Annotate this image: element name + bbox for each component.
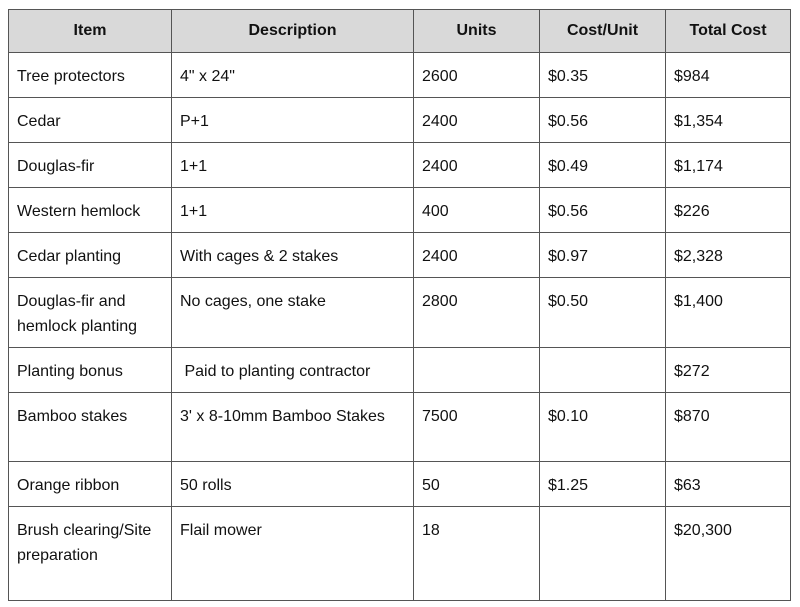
- cell-description: With cages & 2 stakes: [172, 233, 414, 278]
- cell-cost-unit: $0.50: [540, 278, 666, 348]
- cell-units: 2800: [414, 278, 540, 348]
- table-row: [9, 53, 791, 98]
- cell-item: Douglas-fir and hemlock planting: [9, 278, 172, 348]
- cell-units: 400: [414, 188, 540, 233]
- cell-description: P+1: [172, 98, 414, 143]
- table-row: [9, 188, 791, 233]
- cell-cost-unit: $0.10: [540, 393, 666, 462]
- cell-item: Tree protectors: [9, 53, 172, 98]
- cell-item: Orange ribbon: [9, 462, 172, 507]
- table-row: [9, 393, 791, 462]
- cell-cost-unit: [540, 348, 666, 393]
- cell-total: $63: [666, 462, 791, 507]
- cell-description: 50 rolls: [172, 462, 414, 507]
- cell-description: Flail mower: [172, 507, 414, 601]
- cell-units: 2600: [414, 53, 540, 98]
- table-row: [9, 462, 791, 507]
- cell-units: [414, 348, 540, 393]
- cell-total: $1,354: [666, 98, 791, 143]
- cell-description: Paid to planting contractor: [172, 348, 414, 393]
- header-total-cost: Total Cost: [666, 10, 791, 53]
- header-item: Item: [9, 10, 172, 53]
- cell-units: 50: [414, 462, 540, 507]
- cell-units: 18: [414, 507, 540, 601]
- cell-units: 7500: [414, 393, 540, 462]
- cell-total: $20,300: [666, 507, 791, 601]
- cell-total: $226: [666, 188, 791, 233]
- table-row: [9, 348, 791, 393]
- cell-units: 2400: [414, 98, 540, 143]
- cell-units: 2400: [414, 143, 540, 188]
- cell-cost-unit: $0.49: [540, 143, 666, 188]
- cell-total: $272: [666, 348, 791, 393]
- table-row: [9, 98, 791, 143]
- cell-cost-unit: $0.56: [540, 98, 666, 143]
- table-header-row: [9, 10, 791, 53]
- table-row: [9, 507, 791, 601]
- cell-description: 4" x 24": [172, 53, 414, 98]
- cell-total: $1,400: [666, 278, 791, 348]
- cell-total: $2,328: [666, 233, 791, 278]
- cell-cost-unit: $0.56: [540, 188, 666, 233]
- cell-description: 3' x 8-10mm Bamboo Stakes: [172, 393, 414, 462]
- table-row: [9, 278, 791, 348]
- header-cost-unit: Cost/Unit: [540, 10, 666, 53]
- cell-description: No cages, one stake: [172, 278, 414, 348]
- cell-item: Douglas-fir: [9, 143, 172, 188]
- cell-item: Brush clearing/Site preparation: [9, 507, 172, 601]
- cell-item: Cedar: [9, 98, 172, 143]
- cell-description: 1+1: [172, 188, 414, 233]
- cell-cost-unit: $0.35: [540, 53, 666, 98]
- cell-item: Bamboo stakes: [9, 393, 172, 462]
- cell-item: Cedar planting: [9, 233, 172, 278]
- cell-total: $1,174: [666, 143, 791, 188]
- cost-table: [8, 9, 791, 601]
- table-row: [9, 143, 791, 188]
- header-units: Units: [414, 10, 540, 53]
- cell-item: Planting bonus: [9, 348, 172, 393]
- cell-total: $870: [666, 393, 791, 462]
- cell-cost-unit: [540, 507, 666, 601]
- cell-description: 1+1: [172, 143, 414, 188]
- cell-item: Western hemlock: [9, 188, 172, 233]
- cell-cost-unit: $1.25: [540, 462, 666, 507]
- cell-units: 2400: [414, 233, 540, 278]
- header-description: Description: [172, 10, 414, 53]
- table-row: [9, 233, 791, 278]
- cell-total: $984: [666, 53, 791, 98]
- cell-cost-unit: $0.97: [540, 233, 666, 278]
